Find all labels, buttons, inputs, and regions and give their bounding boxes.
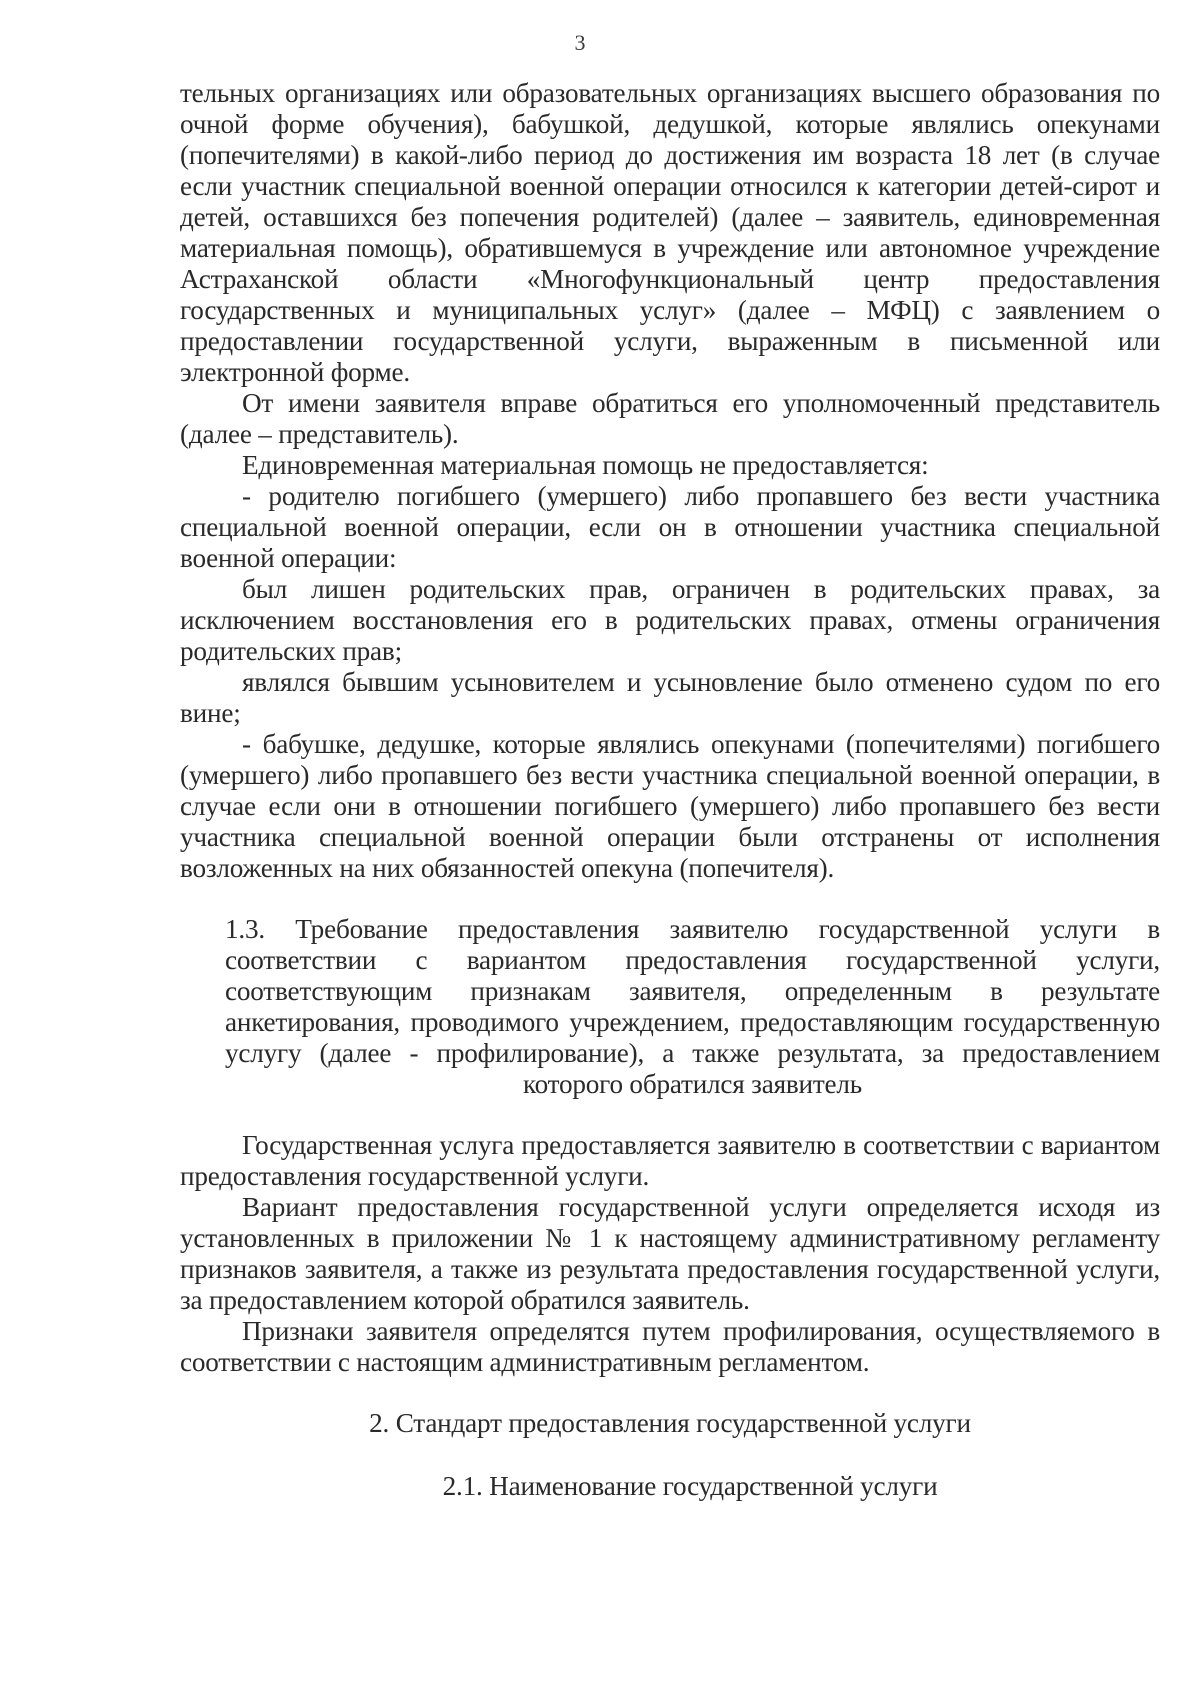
paragraph-not-provided: Единовременная материальная помощь не предоставляется: <box>242 450 929 480</box>
document-body <box>180 78 1160 1502</box>
paragraph-variant-determination: Вариант предоставления государственной услуги определяется исходя из установленных в приложении № 1 к настоящему административному регламенту признаков заявителя, а также из результата предоставления государственной услуги, за предоставлением которой обратился заявитель. <box>180 1192 1160 1315</box>
paragraph-service-variant: Государственная услуга предоставляется заявителю в соответствии с вариантом предоставления государственной услуги. <box>180 1130 1160 1191</box>
page-number: 3 <box>574 30 586 55</box>
paragraph-representative: От имени заявителя вправе обратиться его уполномоченный представитель (далее – представитель). <box>180 388 1160 449</box>
list-item-parent: - родителю погибшего (умершего) либо пропавшего без вести участника специальной военной операции, если он в отношении участника специальной военной операции: <box>180 481 1160 573</box>
section-heading-2: 2. Стандарт предоставления государственной услуги <box>369 1408 971 1438</box>
section-heading-2-1: 2.1. Наименование государственной услуги <box>442 1471 938 1501</box>
list-subitem-former-adopter: являлся бывшим усыновителем и усыновление было отменено судом по его вине; <box>180 667 1160 728</box>
list-subitem-deprived-rights: был лишен родительских прав, ограничен в родительских правах, за исключением восстановления его в родительских правах, отмены ограничения родительских прав; <box>180 574 1160 666</box>
list-item-grandparents: - бабушке, дедушке, которые являлись опекунами (попечителями) погибшего (умершего) либо пропавшего без вести участника специальной военной операции, в случае если они в отношении погибшего (умершего) либо пропавшего без вести участника специальной военной операции были отстранены от исполнения возложенных на них обязанностей опекуна (попечителя). <box>180 729 1160 883</box>
paragraph-continuation: тельных организациях или образовательных организациях высшего образования по очной форме обучения), бабушкой, дедушкой, которые являлись опекунами (попечителями) в какой-либо период до достижения им возраста 18 лет (в случае если участник специальной военной операции относился к категории детей-сирот и детей, оставшихся без попечения родителей) (далее – заявитель, единовременная материальная помощь), обратившемуся в учреждение или автономное учреждение Астраханской области «Многофункциональный центр предоставления государственных и муниципальных услуг» (далее – МФЦ) с заявлением о предоставлении государственной услуги, выраженным в письменной или электронной форме. <box>180 78 1160 387</box>
paragraph-profiling: Признаки заявителя определятся путем профилирования, осуществляемого в соответствии с настоящим административным регламентом. <box>180 1316 1160 1377</box>
section-heading-1-3: 1.3. Требование предоставления заявителю государственной услуги в соответствии с вариантом предоставления государственной услуги, соответствующим признакам заявителя, определенным в результате анкетирования, проводимого учреждением, предоставляющим государственную услугу (далее - профилирование), а также результата, за предоставлением которого обратился заявитель <box>225 914 1160 1099</box>
